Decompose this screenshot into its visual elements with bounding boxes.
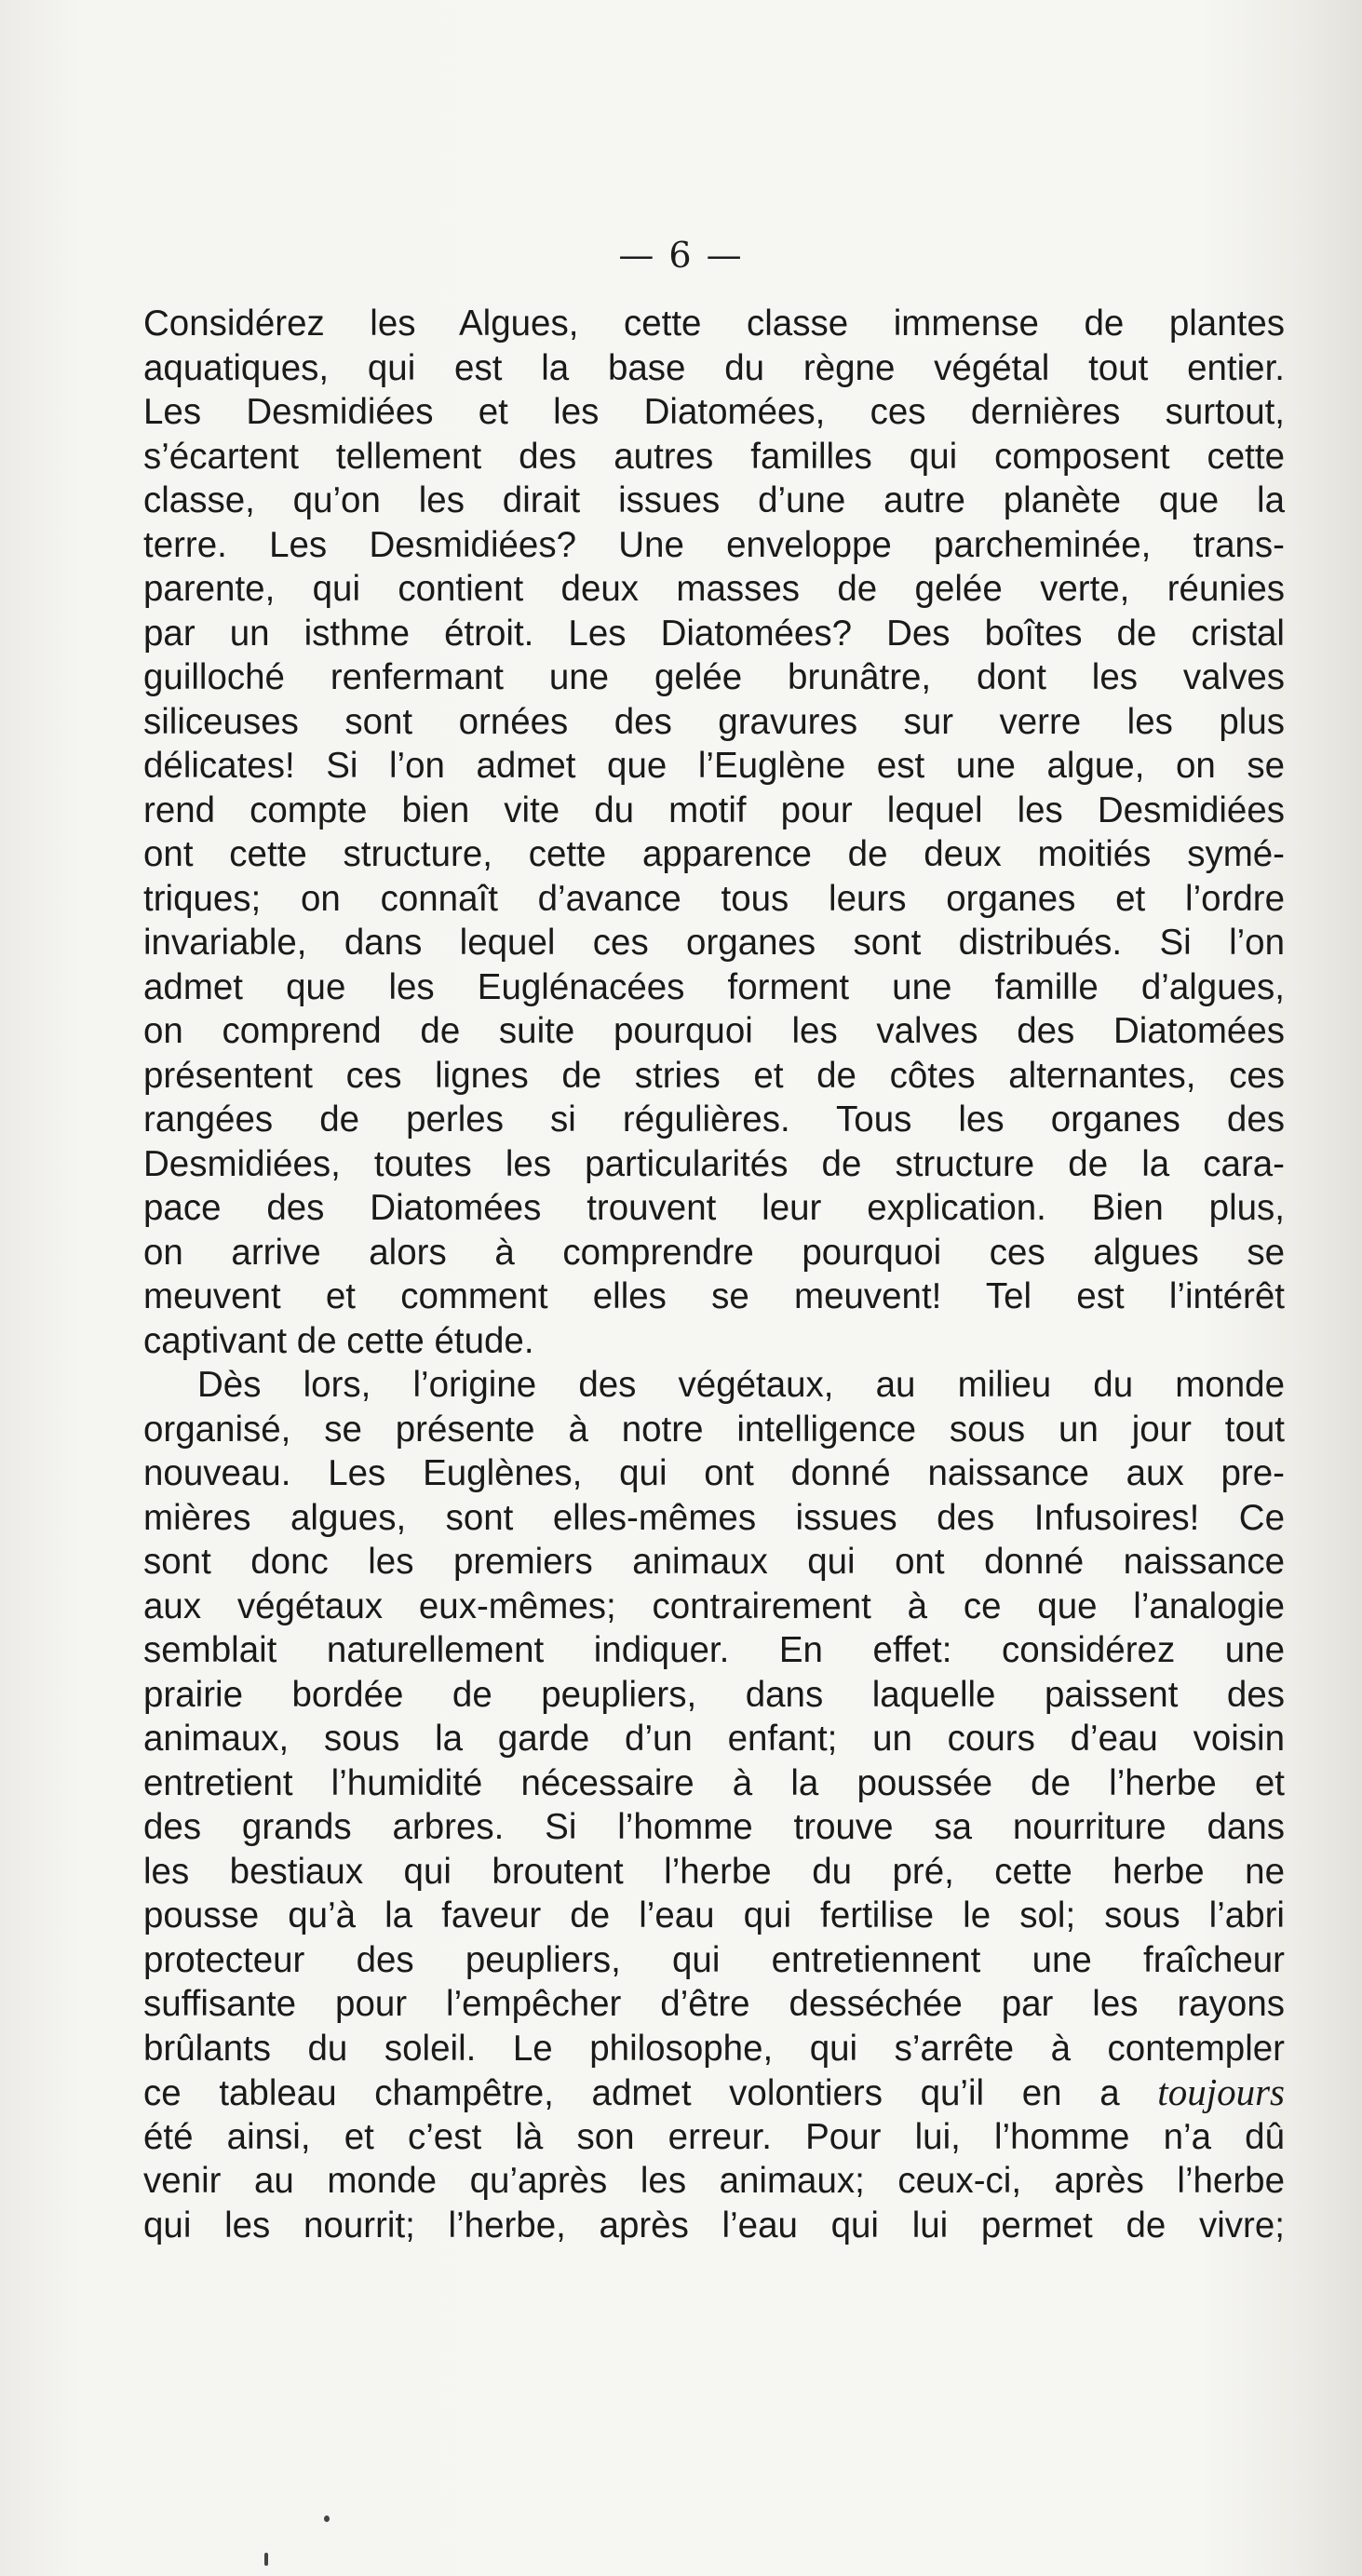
text-line: aux végétaux eux-mêmes; contrairement à ce que l’analogie bbox=[143, 1585, 1285, 1626]
text-line: pousse qu’à la faveur de l’eau qui fertilise le sol; sous l’abri bbox=[143, 1895, 1285, 1935]
body-text bbox=[143, 302, 1285, 2247]
text-line: nouveau. Les Euglènes, qui ont donné naissance aux pre- bbox=[143, 1453, 1285, 1493]
text-line: meuvent et comment elles se meuvent! Tel est l’intérêt bbox=[143, 1276, 1285, 1316]
text-line: les bestiaux qui broutent l’herbe du pré, cette herbe ne bbox=[143, 1851, 1285, 1892]
text-line: entretient l’humidité nécessaire à la poussée de l’herbe et bbox=[143, 1762, 1285, 1803]
text-line: Desmidiées, toutes les particularités de structure de la cara- bbox=[143, 1143, 1285, 1184]
text-line: rend compte bien vite du motif pour lequel les Desmidiées bbox=[143, 789, 1285, 830]
text-line: semblait naturellement indiquer. En effet: considérez une bbox=[143, 1630, 1285, 1670]
text-line: guilloché renfermant une gelée brunâtre, dont les valves bbox=[143, 657, 1285, 697]
text-line: délicates! Si l’on admet que l’Euglène est une algue, on se bbox=[143, 746, 1285, 786]
text-line: parente, qui contient deux masses de gelée verte, réunies bbox=[143, 569, 1285, 609]
text-line: terre. Les Desmidiées? Une enveloppe parcheminée, trans- bbox=[143, 524, 1285, 565]
text-line: s’écartent tellement des autres familles qui composent cette bbox=[143, 436, 1285, 477]
text-line: venir au monde qu’après les animaux; ceux-ci, après l’herbe bbox=[143, 2161, 1285, 2201]
text-line: des grands arbres. Si l’homme trouve sa nourriture dans bbox=[143, 1807, 1285, 1847]
page-number: — 6 — bbox=[618, 235, 744, 276]
text-line: Les Desmidiées et les Diatomées, ces dernières surtout, bbox=[143, 392, 1285, 432]
text-line: Considérez les Algues, cette classe immense de plantes bbox=[143, 303, 1285, 344]
text-line: ont cette structure, cette apparence de deux moitiés symé- bbox=[143, 834, 1285, 874]
text-line: aquatiques, qui est la base du règne végétal tout entier. bbox=[143, 347, 1285, 388]
italic-word: toujours bbox=[1157, 2070, 1285, 2113]
scan-speck bbox=[324, 2515, 330, 2522]
text-line: organisé, se présente à notre intelligence sous un jour tout bbox=[143, 1409, 1285, 1450]
paragraph-1 bbox=[143, 302, 1285, 1363]
text-line: classe, qu’on les dirait issues d’une autre planète que la bbox=[143, 480, 1285, 520]
text-line: rangées de perles si régulières. Tous les organes des bbox=[143, 1099, 1285, 1140]
text-line: été ainsi, et c’est là son erreur. Pour lui, l’homme n’a dû bbox=[143, 2116, 1285, 2157]
text-line: admet que les Euglénacées forment une famille d’algues, bbox=[143, 966, 1285, 1007]
text-line: prairie bordée de peupliers, dans laquelle paissent des bbox=[143, 1674, 1285, 1715]
text-line: présentent ces lignes de stries et de côtes alternantes, ces bbox=[143, 1055, 1285, 1096]
text-line: animaux, sous la garde d’un enfant; un cours d’eau voisin bbox=[143, 1719, 1285, 1759]
text-line: on arrive alors à comprendre pourquoi ces algues se bbox=[143, 1232, 1285, 1273]
scan-speck bbox=[264, 2553, 268, 2566]
text-line: mières algues, sont elles-mêmes issues des Infusoires! Ce bbox=[143, 1497, 1285, 1538]
text-line: triques; on connaît d’avance tous leurs organes et l’ordre bbox=[143, 878, 1285, 919]
text-line: captivant de cette étude. bbox=[143, 1320, 534, 1361]
text-line: sont donc les premiers animaux qui ont donné naissance bbox=[143, 1542, 1285, 1582]
text-line: protecteur des peupliers, qui entretiennent une fraîcheur bbox=[143, 1939, 1285, 1980]
text-segment: ce tableau champêtre, admet volontiers qu’il en a bbox=[143, 2073, 1158, 2113]
text-line: invariable, dans lequel ces organes sont distribués. Si l’on bbox=[143, 923, 1285, 963]
text-line: brûlants du soleil. Le philosophe, qui s’arrête à contempler bbox=[143, 2028, 1285, 2069]
text-line: Dès lors, l’origine des végétaux, au milieu du monde bbox=[197, 1365, 1285, 1405]
text-line: suffisante pour l’empêcher d’être desséchée par les rayons bbox=[143, 1984, 1285, 2024]
text-line: siliceuses sont ornées des gravures sur verre les plus bbox=[143, 701, 1285, 742]
text-line: par un isthme étroit. Les Diatomées? Des boîtes de cristal bbox=[143, 613, 1285, 654]
paragraph-2 bbox=[143, 1363, 1285, 2247]
text-line: qui les nourrit; l’herbe, après l’eau qui lui permet de vivre; bbox=[143, 2205, 1285, 2246]
text-line-with-italic bbox=[143, 2070, 1285, 2115]
text-line: pace des Diatomées trouvent leur explication. Bien plus, bbox=[143, 1188, 1285, 1228]
text-line: on comprend de suite pourquoi les valves des Diatomées bbox=[143, 1011, 1285, 1051]
